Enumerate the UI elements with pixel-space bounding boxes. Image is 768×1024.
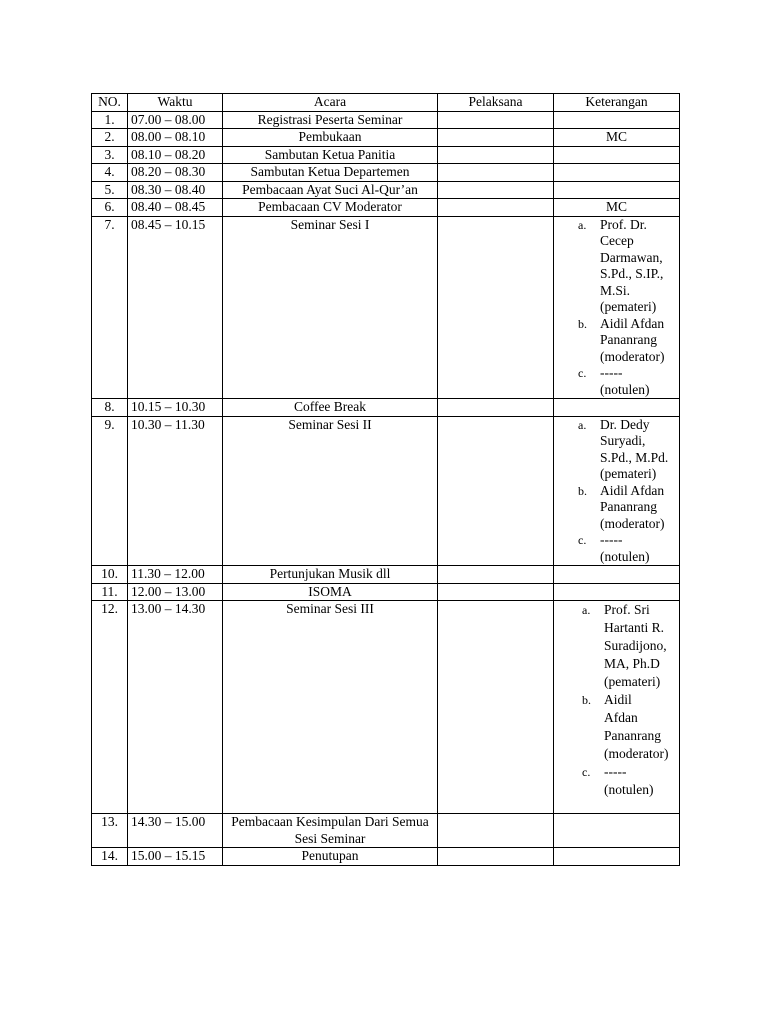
- row-keterangan: [554, 848, 680, 866]
- notes-line: -----: [600, 532, 623, 547]
- row-time: 13.00 – 14.30: [128, 601, 223, 814]
- row-number: 1.: [92, 111, 128, 129]
- notes-line: (notulen): [600, 548, 650, 564]
- notes-text: [600, 483, 664, 533]
- notes-line: -----: [604, 764, 627, 779]
- row-time: 08.20 – 08.30: [128, 164, 223, 182]
- row-keterangan: [554, 566, 680, 584]
- row-pelaksana: [438, 181, 554, 199]
- row-number: 7.: [92, 216, 128, 399]
- row-pelaksana: [438, 111, 554, 129]
- notes-item: [557, 217, 676, 316]
- row-keterangan: [554, 146, 680, 164]
- table-row: [92, 146, 680, 164]
- row-number: 13.: [92, 814, 128, 848]
- row-event: Pertunjukan Musik dll: [223, 566, 438, 584]
- table-row: [92, 164, 680, 182]
- notes-line: (moderator): [600, 348, 665, 364]
- row-event: Registrasi Peserta Seminar: [223, 111, 438, 129]
- notes-line: (pemateri): [600, 466, 657, 481]
- notes-line: Pananrang: [600, 499, 657, 514]
- row-pelaksana: [438, 129, 554, 147]
- row-pelaksana: [438, 399, 554, 417]
- row-number: 6.: [92, 199, 128, 217]
- header-no: NO.: [92, 94, 128, 112]
- notes-line: Darmawan,: [600, 249, 663, 265]
- table-row: [92, 848, 680, 866]
- notes-line: Dr. Dedy: [600, 416, 650, 432]
- row-number: 2.: [92, 129, 128, 147]
- notes-text: [600, 316, 664, 366]
- notes-line: Pananrang: [604, 728, 661, 743]
- row-time: 08.10 – 08.20: [128, 146, 223, 164]
- notes-item: [557, 691, 676, 763]
- row-number: 4.: [92, 164, 128, 182]
- notes-marker: c.: [582, 765, 591, 779]
- row-event: Coffee Break: [223, 399, 438, 417]
- row-keterangan: [554, 814, 680, 848]
- notes-item: [557, 601, 676, 691]
- row-event: Sambutan Ketua Departemen: [223, 164, 438, 182]
- row-event: Pembacaan Ayat Suci Al-Qur’an: [223, 181, 438, 199]
- table-header-row: [92, 94, 680, 112]
- row-time: 08.40 – 08.45: [128, 199, 223, 217]
- notes-marker: b.: [578, 316, 587, 331]
- notes-text: [604, 763, 654, 799]
- row-pelaksana: [438, 848, 554, 866]
- row-event: ISOMA: [223, 583, 438, 601]
- notes-line: S.Pd., S.IP.,: [600, 266, 664, 281]
- notes-line: S.Pd., M.Pd.: [600, 449, 669, 465]
- row-time: 08.45 – 10.15: [128, 216, 223, 399]
- row-keterangan: [554, 111, 680, 129]
- notes-marker: a.: [582, 603, 591, 617]
- row-keterangan: MC: [554, 199, 680, 217]
- notes-marker: c.: [578, 366, 587, 380]
- row-time: 11.30 – 12.00: [128, 566, 223, 584]
- row-pelaksana: [438, 164, 554, 182]
- header-keterangan: Keterangan: [554, 94, 680, 112]
- notes-line: (moderator): [600, 515, 665, 531]
- notes-line: (pemateri): [600, 299, 657, 314]
- notes-marker: b.: [582, 693, 591, 707]
- table-row: [92, 601, 680, 814]
- row-pelaksana: [438, 146, 554, 164]
- row-number: 12.: [92, 601, 128, 814]
- row-pelaksana: [438, 583, 554, 601]
- table-row: [92, 111, 680, 129]
- row-number: 14.: [92, 848, 128, 866]
- header-acara: Acara: [223, 94, 438, 112]
- row-keterangan-notes: [554, 416, 680, 566]
- notes-line: (notulen): [600, 381, 650, 397]
- row-number: 8.: [92, 399, 128, 417]
- table-row: [92, 216, 680, 399]
- notes-line: (pemateri): [604, 674, 661, 689]
- row-keterangan: MC: [554, 129, 680, 147]
- notes-list: [557, 217, 676, 399]
- notes-marker: a.: [578, 217, 587, 232]
- row-keterangan: [554, 583, 680, 601]
- notes-text: [600, 532, 650, 565]
- table-row: [92, 566, 680, 584]
- row-event: Sambutan Ketua Panitia: [223, 146, 438, 164]
- notes-line: Hartanti R.: [604, 620, 664, 635]
- notes-line: (moderator): [604, 746, 669, 761]
- notes-item: [557, 417, 676, 483]
- row-pelaksana: [438, 199, 554, 217]
- notes-text: [600, 365, 650, 398]
- notes-list: [557, 417, 676, 566]
- notes-item: [557, 532, 676, 565]
- notes-item: [557, 365, 676, 398]
- row-pelaksana: [438, 601, 554, 814]
- row-keterangan: [554, 164, 680, 182]
- notes-line: Pananrang: [600, 332, 657, 347]
- row-pelaksana: [438, 216, 554, 399]
- row-event: Seminar Sesi III: [223, 601, 438, 814]
- row-number: 9.: [92, 416, 128, 566]
- notes-line: Suryadi,: [600, 433, 646, 448]
- notes-line: M.Si.: [600, 282, 631, 298]
- table-row: [92, 416, 680, 566]
- notes-line: Aidil Afdan: [600, 482, 665, 498]
- notes-marker: a.: [578, 417, 587, 432]
- notes-line: MA, Ph.D: [604, 656, 660, 671]
- row-pelaksana: [438, 814, 554, 848]
- schedule-table: [91, 93, 680, 866]
- row-keterangan-notes: [554, 601, 680, 814]
- row-keterangan: [554, 399, 680, 417]
- row-number: 3.: [92, 146, 128, 164]
- header-waktu: Waktu: [128, 94, 223, 112]
- row-time: 15.00 – 15.15: [128, 848, 223, 866]
- row-time: 07.00 – 08.00: [128, 111, 223, 129]
- row-number: 10.: [92, 566, 128, 584]
- notes-item: [557, 316, 676, 366]
- header-pelaksana: Pelaksana: [438, 94, 554, 112]
- row-time: 14.30 – 15.00: [128, 814, 223, 848]
- table-row: [92, 814, 680, 848]
- notes-text: [600, 217, 663, 316]
- row-keterangan-notes: [554, 216, 680, 399]
- notes-text: [604, 691, 668, 763]
- notes-text: [600, 417, 668, 483]
- row-keterangan: [554, 181, 680, 199]
- row-time: 08.00 – 08.10: [128, 129, 223, 147]
- notes-text: [604, 601, 667, 691]
- row-time: 10.15 – 10.30: [128, 399, 223, 417]
- notes-line: Suradijono,: [604, 638, 667, 653]
- notes-item: [557, 483, 676, 533]
- row-pelaksana: [438, 566, 554, 584]
- notes-line: Aidil Afdan: [600, 315, 665, 331]
- row-event: Pembacaan CV Moderator: [223, 199, 438, 217]
- row-time: 12.00 – 13.00: [128, 583, 223, 601]
- notes-line: Prof. Sri: [604, 602, 650, 617]
- row-event: Pembukaan: [223, 129, 438, 147]
- notes-line: Prof. Dr.: [600, 216, 647, 232]
- row-pelaksana: [438, 416, 554, 566]
- row-time: 10.30 – 11.30: [128, 416, 223, 566]
- notes-marker: b.: [578, 483, 587, 498]
- table-row: [92, 181, 680, 199]
- row-event: Penutupan: [223, 848, 438, 866]
- notes-marker: c.: [578, 533, 587, 547]
- table-row: [92, 129, 680, 147]
- notes-line: Afdan: [604, 710, 638, 725]
- notes-line: Cecep: [600, 233, 634, 248]
- row-time: 08.30 – 08.40: [128, 181, 223, 199]
- notes-list: [557, 601, 676, 813]
- notes-item: [557, 763, 676, 799]
- notes-line: Aidil: [604, 692, 632, 707]
- row-event: Pembacaan Kesimpulan Dari Semua Sesi Seminar: [223, 814, 438, 848]
- notes-line: (notulen): [604, 782, 654, 797]
- row-number: 11.: [92, 583, 128, 601]
- table-row: [92, 399, 680, 417]
- row-event: Seminar Sesi I: [223, 216, 438, 399]
- table-row: [92, 199, 680, 217]
- notes-line: -----: [600, 365, 623, 380]
- row-number: 5.: [92, 181, 128, 199]
- table-row: [92, 583, 680, 601]
- row-event: Seminar Sesi II: [223, 416, 438, 566]
